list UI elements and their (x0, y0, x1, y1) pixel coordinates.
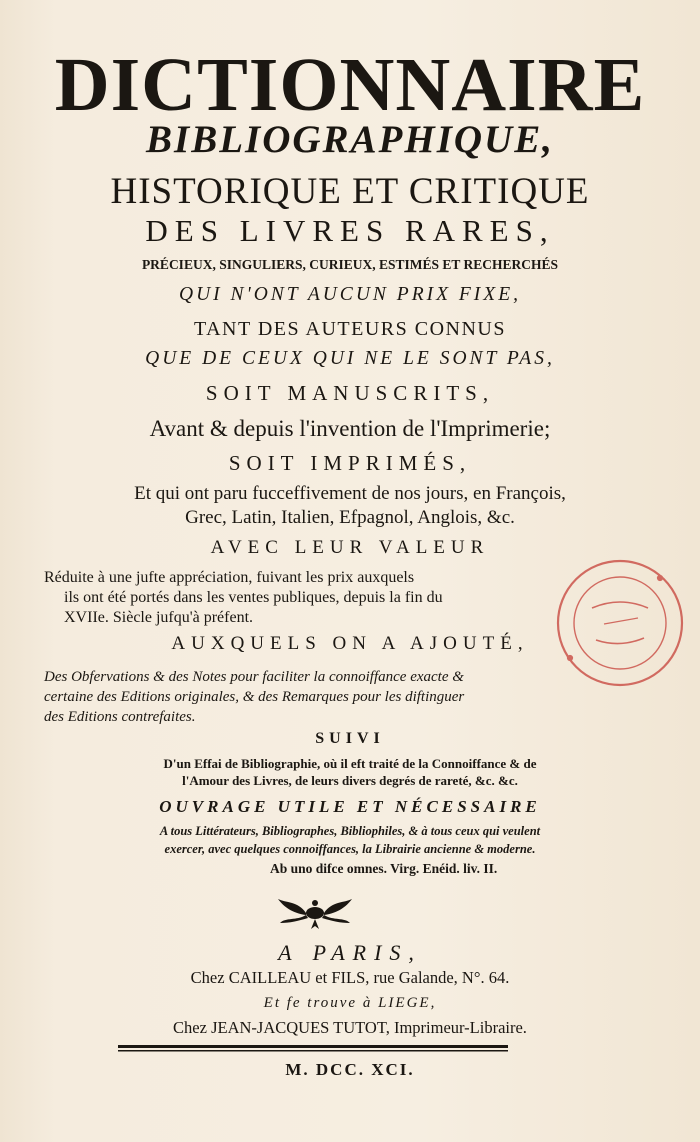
text-librairie: exercer, avec quelques connoiffances, la Librairie ancienne & moderne. (164, 842, 536, 856)
text-observations: Des Obfervations & des Notes pour faciliter la connoiffance exacte & (44, 669, 464, 685)
imprint-publisher: Chez CAILLEAU et FILS, rue Galande, N°. 64. (190, 968, 510, 987)
subtitle-imprimes: SOIT IMPRIMÉS, (228, 451, 472, 475)
text-essai: D'un Effai de Bibliographie, où il eft traité de la Connoiffance & de (163, 756, 537, 771)
subtitle-auteurs-connus: TANT DES AUTEURS CONNUS (194, 318, 506, 340)
heading-suivi: SUIVI (315, 730, 385, 747)
text-paru: Et qui ont paru fucceffivement de nos jours, en François, (134, 483, 566, 504)
subtitle-imprimerie: Avant & depuis l'invention de l'Imprimerie; (149, 416, 551, 441)
subtitle-precieux: PRÉCIEUX, SINGULIERS, CURIEUX, ESTIMÉS ET RECHERCHÉS (141, 257, 559, 272)
text-editions-originales: certaine des Editions originales, & des Remarques pour les diftinguer (44, 689, 465, 705)
imprint-date: M. DCC. XCI. (285, 1060, 415, 1079)
text-litterateurs: A tous Littérateurs, Bibliographes, Bibliophiles, & à tous ceux qui veulent (159, 824, 541, 838)
text-contrefaites: des Editions contrefaites. (44, 709, 196, 725)
subtitle-historique: HISTORIQUE ET CRITIQUE (110, 171, 590, 212)
library-stamp-icon (540, 548, 690, 698)
imprint-city: A PARIS, (278, 940, 422, 965)
epigraph: Ab uno difce omnes. Virg. Enéid. liv. II. (270, 861, 498, 876)
text-siecle: XVIIe. Siècle jufqu'à préfent. (64, 609, 254, 626)
heading-valeur: AVEC LEUR VALEUR (210, 537, 490, 558)
subtitle-prix-fixe: QUI N'ONT AUCUN PRIX FIXE, (179, 284, 521, 305)
subtitle-ceux-qui: QUE DE CEUX QUI NE LE SONT PAS, (145, 348, 555, 369)
text-langues: Grec, Latin, Italien, Efpagnol, Anglois, &c. (185, 507, 515, 528)
fleuron-ornament-icon (270, 893, 360, 933)
text-ventes: ils ont été portés dans les ventes publiques, depuis la fin du (64, 589, 443, 606)
text-amour-livres: l'Amour des Livres, de leurs divers degrés de rareté, &c. &c. (182, 773, 518, 788)
subtitle-manuscrits: SOIT MANUSCRITS, (205, 381, 495, 405)
heading-ouvrage: OUVRAGE UTILE ET NÉCESSAIRE (159, 797, 541, 816)
double-rule-divider (118, 1044, 508, 1054)
heading-ajoute: AUXQUELS ON A AJOUTÉ, (171, 633, 529, 654)
text-reduite: Réduite à une jufte appréciation, fuivant les prix auxquels (44, 569, 415, 586)
imprint-liege: Et fe trouve à LIEGE, (263, 995, 437, 1011)
imprint-printer: Chez JEAN-JACQUES TUTOT, Imprimeur-Libraire. (173, 1018, 527, 1037)
title-line-dictionnaire: DICTIONNAIRE (54, 43, 646, 127)
title-line-bibliographique: BIBLIOGRAPHIQUE, (146, 118, 554, 161)
subtitle-livres-rares: DES LIVRES RARES, (145, 213, 555, 248)
